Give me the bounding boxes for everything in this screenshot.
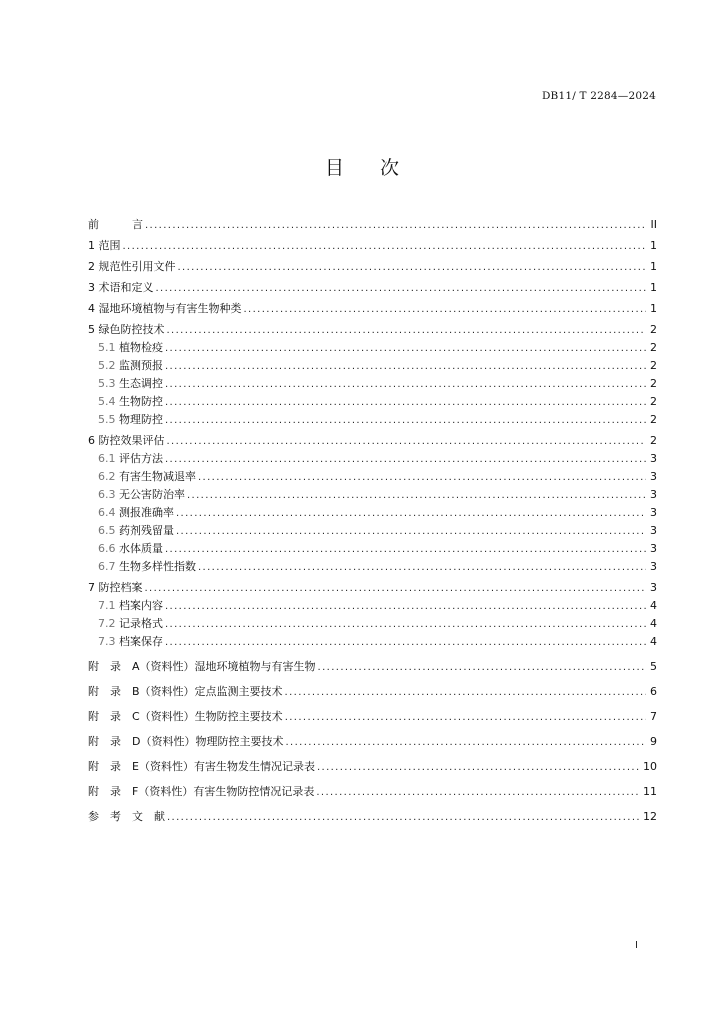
dot-leader <box>165 636 646 649</box>
toc-entry-title <box>88 302 242 315</box>
dot-leader <box>198 471 646 484</box>
toc-entry-title <box>88 785 314 798</box>
dot-leader <box>244 303 647 316</box>
toc-entry-page: 2 <box>650 413 657 426</box>
dot-leader <box>285 686 646 699</box>
dot-leader <box>167 324 647 337</box>
page-title <box>0 153 724 180</box>
dot-leader <box>156 282 647 295</box>
toc-entry-label: 附 录 B（资料性）定点监测主要技术 <box>88 685 283 698</box>
toc-entry-number: 6.3 <box>98 488 116 501</box>
toc-entry-label: 防控档案 <box>98 581 143 594</box>
toc-entry[interactable] <box>88 302 657 316</box>
dot-leader <box>165 360 646 373</box>
dot-leader <box>198 561 646 574</box>
dot-leader <box>318 661 646 674</box>
toc-entry-number: 5.2 <box>98 359 116 372</box>
dot-leader <box>165 414 646 427</box>
toc-entry-page: 4 <box>650 635 657 648</box>
toc-entry-page: 7 <box>650 710 657 723</box>
toc-entry[interactable] <box>88 281 657 295</box>
dot-leader <box>285 711 646 724</box>
toc-entry-page: 1 <box>650 260 657 273</box>
toc-entry-page: 3 <box>650 470 657 483</box>
toc-entry-title <box>88 560 196 573</box>
toc-entry-label: 水体质量 <box>119 542 163 555</box>
toc-entry-page: 3 <box>650 452 657 465</box>
toc-entry-title <box>88 524 174 537</box>
toc-entry-title <box>88 599 163 612</box>
toc-entry-label: 范围 <box>98 239 121 252</box>
toc-entry-label: 生物多样性指数 <box>119 560 196 573</box>
toc-entry-page: 3 <box>650 542 657 555</box>
toc-entry[interactable] <box>88 323 657 337</box>
toc-entry-number: 6.6 <box>98 542 116 555</box>
toc-entry-number: 5.1 <box>98 341 116 354</box>
toc-entry-number: 6.7 <box>98 560 116 573</box>
toc-entry-label: 生态调控 <box>119 377 163 390</box>
toc-entry-title <box>88 323 165 336</box>
toc-entry-label: 测报准确率 <box>119 506 174 519</box>
toc-entry-label: 绿色防控技术 <box>98 323 165 336</box>
toc-entry-title <box>88 810 165 823</box>
dot-leader <box>316 786 639 799</box>
toc-entry-title <box>88 581 143 594</box>
dot-leader <box>176 507 646 520</box>
toc-entry-page: 3 <box>650 488 657 501</box>
toc-entry-title <box>88 359 163 372</box>
toc-entry-page: 11 <box>643 785 657 798</box>
document-code: DB11/ T 2284—2024 <box>541 90 656 102</box>
toc-entry-label: 评估方法 <box>119 452 163 465</box>
toc-entry-title <box>88 760 315 773</box>
toc-entry-label: 监测预报 <box>119 359 163 372</box>
toc-entry[interactable] <box>88 635 657 649</box>
dot-leader <box>165 618 646 631</box>
toc-entry[interactable] <box>88 660 657 674</box>
toc-entry-label: 防控效果评估 <box>98 434 165 447</box>
toc-entry[interactable] <box>88 599 657 613</box>
toc-entry-page: 3 <box>650 506 657 519</box>
toc-entry-label: 湿地环境植物与有害生物种类 <box>98 302 242 315</box>
toc-entry[interactable] <box>88 488 657 502</box>
toc-entry-label: 前 言 <box>88 218 143 231</box>
toc-entry[interactable] <box>88 542 657 556</box>
title-char-1: 目 <box>324 157 344 179</box>
dot-leader <box>187 489 646 502</box>
toc-entry-page: 1 <box>650 239 657 252</box>
toc-entry-label: 药剂残留量 <box>119 524 174 537</box>
toc-entry-title <box>88 260 176 273</box>
toc-entry-label: 有害生物减退率 <box>119 470 196 483</box>
dot-leader <box>145 219 647 232</box>
toc-entry-title <box>88 434 165 447</box>
toc-entry-page: 2 <box>650 359 657 372</box>
toc-entry-label: 记录格式 <box>119 617 163 630</box>
toc-entry-page: 2 <box>650 341 657 354</box>
dot-leader <box>145 582 647 595</box>
toc-entry-number: 6.1 <box>98 452 116 465</box>
toc-entry-page: 3 <box>650 524 657 537</box>
toc-entry-number: 7.1 <box>98 599 116 612</box>
toc-entry-number: 3 <box>88 281 95 294</box>
toc-entry[interactable] <box>88 810 657 824</box>
toc-entry-label: 附 录 E（资料性）有害生物发生情况记录表 <box>88 760 315 773</box>
toc-entry[interactable] <box>88 760 657 774</box>
toc-entry-number: 7.3 <box>98 635 116 648</box>
toc-entry[interactable] <box>88 218 657 232</box>
toc-entry[interactable] <box>88 413 657 427</box>
toc-entry-page: 10 <box>643 760 657 773</box>
toc-entry-page: 2 <box>650 395 657 408</box>
toc-entry[interactable] <box>88 395 657 409</box>
toc-entry-title <box>88 660 316 673</box>
toc-entry-page: II <box>650 218 657 231</box>
toc-entry-title <box>88 488 185 501</box>
toc-entry-page: 1 <box>650 302 657 315</box>
toc-entry-title <box>88 413 163 426</box>
toc-entry[interactable] <box>88 735 657 749</box>
toc-entry-number: 2 <box>88 260 95 273</box>
dot-leader <box>165 378 646 391</box>
toc-entry-label: 物理防控 <box>119 413 163 426</box>
dot-leader <box>167 811 639 824</box>
toc-entry-title <box>88 506 174 519</box>
dot-leader <box>167 435 647 448</box>
toc-entry-label: 无公害防治率 <box>119 488 185 501</box>
toc-entry-label: 附 录 F（资料性）有害生物防控情况记录表 <box>88 785 315 798</box>
toc-entry-title <box>88 395 163 408</box>
dot-leader <box>165 342 646 355</box>
toc-entry-label: 参 考 文 献 <box>88 810 165 823</box>
toc-entry[interactable] <box>88 581 657 595</box>
dot-leader <box>285 736 646 749</box>
toc-entry[interactable] <box>88 524 657 538</box>
toc-entry-label: 附 录 D（资料性）物理防控主要技术 <box>88 735 284 748</box>
toc-entry-title <box>88 542 163 555</box>
toc-entry-page: 9 <box>650 735 657 748</box>
toc-entry-title <box>88 710 283 723</box>
toc-entry[interactable] <box>88 434 657 448</box>
toc-entry-title <box>88 452 163 465</box>
toc-entry-page: 3 <box>650 581 657 594</box>
toc-entry-page: 2 <box>650 323 657 336</box>
toc-entry-number: 6.5 <box>98 524 116 537</box>
toc-entry[interactable] <box>88 452 657 466</box>
toc-entry-title <box>88 635 163 648</box>
toc-entry[interactable] <box>88 359 657 373</box>
toc-entry-number: 5 <box>88 323 95 336</box>
toc-entry-page: 2 <box>650 434 657 447</box>
toc-entry[interactable] <box>88 560 657 574</box>
toc-entry-page: 12 <box>643 810 657 823</box>
dot-leader <box>123 240 647 253</box>
toc-entry-number: 7 <box>88 581 95 594</box>
toc-entry-number: 6.4 <box>98 506 116 519</box>
toc-entry-label: 规范性引用文件 <box>98 260 176 273</box>
toc-entry-title <box>88 341 163 354</box>
table-of-contents <box>88 218 657 824</box>
toc-entry[interactable] <box>88 341 657 355</box>
dot-leader <box>165 396 646 409</box>
toc-entry-number: 1 <box>88 239 95 252</box>
toc-entry-label: 档案内容 <box>119 599 163 612</box>
title-char-2: 次 <box>380 157 400 179</box>
toc-entry-title <box>88 685 283 698</box>
toc-entry[interactable] <box>88 506 657 520</box>
toc-entry-title <box>88 377 163 390</box>
page-number: I <box>635 940 638 951</box>
toc-entry-title <box>88 735 283 748</box>
dot-leader <box>317 761 639 774</box>
toc-entry-number: 6.2 <box>98 470 116 483</box>
toc-entry-number: 4 <box>88 302 95 315</box>
toc-entry-page: 4 <box>650 599 657 612</box>
toc-entry-page: 5 <box>650 660 657 673</box>
toc-entry-label: 附 录 C（资料性）生物防控主要技术 <box>88 710 283 723</box>
toc-entry[interactable] <box>88 685 657 699</box>
dot-leader <box>178 261 647 274</box>
toc-entry-title <box>88 470 196 483</box>
toc-entry[interactable] <box>88 710 657 724</box>
toc-entry-page: 3 <box>650 560 657 573</box>
toc-entry-label: 术语和定义 <box>98 281 154 294</box>
toc-entry-title <box>88 239 121 252</box>
toc-entry[interactable] <box>88 377 657 391</box>
toc-entry-title <box>88 281 154 294</box>
toc-entry-number: 5.4 <box>98 395 116 408</box>
toc-entry-title <box>88 218 143 231</box>
toc-entry[interactable] <box>88 617 657 631</box>
toc-entry-page: 4 <box>650 617 657 630</box>
toc-entry[interactable] <box>88 470 657 484</box>
dot-leader <box>165 453 646 466</box>
toc-entry-number: 6 <box>88 434 95 447</box>
toc-entry-page: 6 <box>650 685 657 698</box>
toc-entry[interactable] <box>88 260 657 274</box>
toc-entry-label: 生物防控 <box>119 395 163 408</box>
toc-entry-page: 1 <box>650 281 657 294</box>
toc-entry-label: 植物检疫 <box>119 341 163 354</box>
toc-entry-page: 2 <box>650 377 657 390</box>
toc-entry-label: 附 录 A（资料性）湿地环境植物与有害生物 <box>88 660 316 673</box>
toc-entry[interactable] <box>88 785 657 799</box>
dot-leader <box>176 525 646 538</box>
toc-entry-number: 5.3 <box>98 377 116 390</box>
toc-entry[interactable] <box>88 239 657 253</box>
toc-entry-title <box>88 617 163 630</box>
toc-entry-number: 7.2 <box>98 617 116 630</box>
toc-entry-label: 档案保存 <box>119 635 163 648</box>
dot-leader <box>165 600 646 613</box>
dot-leader <box>165 543 646 556</box>
toc-entry-number: 5.5 <box>98 413 116 426</box>
